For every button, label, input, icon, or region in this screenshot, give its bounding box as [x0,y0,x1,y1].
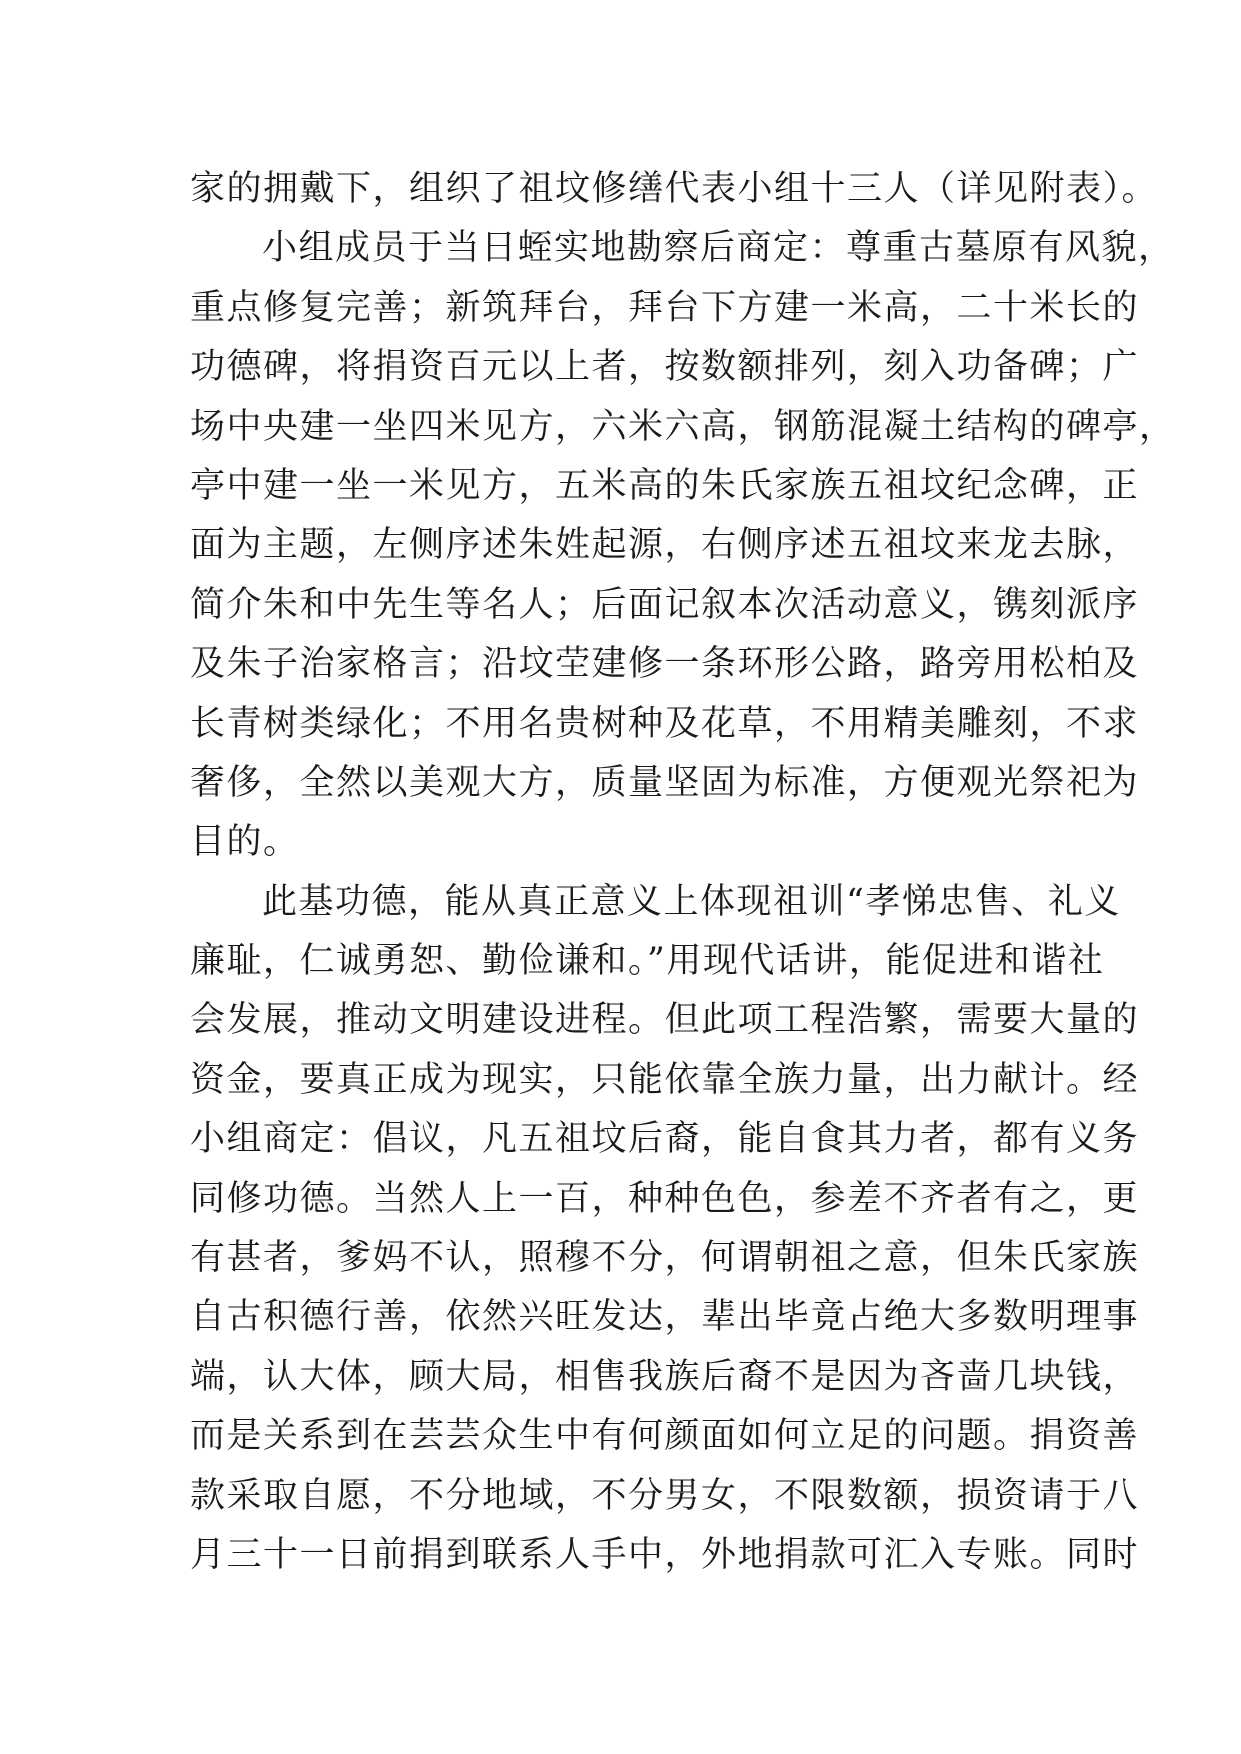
text-line: 资金，要真正成为现实，只能依靠全族力量，出力献计。经 [190,1059,1140,1100]
body-text [190,160,1176,1585]
text-line: 目的。 [190,822,300,863]
text-line: 月三十一日前捐到联系人手中，外地捐款可汇入专账。同时 [190,1534,1140,1575]
text-line: 端，认大体，顾大局，相售我族后裔不是因为吝啬几块钱， [190,1356,1140,1397]
text-line: 自古积德行善，依然兴旺发达，辈出毕竟占绝大多数明理事 [190,1297,1140,1338]
text-line: 小组成员于当日蛭实地勘察后商定：尊重古墓原有风貌， [262,228,1175,269]
text-line: 款采取自愿，不分地域，不分男女，不限数额，损资请于八 [190,1475,1140,1516]
text-line: 有甚者，爹妈不认，照穆不分，何谓朝祖之意，但朱氏家族 [190,1238,1140,1279]
text-line: 面为主题，左侧序述朱姓起源，右侧序述五祖坟来龙去脉， [190,525,1140,566]
text-line: 亭中建一坐一米见方，五米高的朱氏家族五祖坟纪念碑，正 [190,465,1140,506]
text-line: 功德碑，将捐资百元以上者，按数额排列，刻入功备碑；广 [190,347,1140,388]
text-line: 小组商定：倡议，凡五祖坟后裔，能自食其力者，都有义务 [190,1119,1140,1160]
text-line: 而是关系到在芸芸众生中有何颜面如何立足的问题。捐资善 [190,1416,1140,1457]
text-line: 简介朱和中先生等名人；后面记叙本次活动意义，镌刻派序 [190,584,1140,625]
text-line: 家的拥戴下，组织了祖坟修缮代表小组十三人（详见附表）。 [190,169,1159,209]
text-line: 场中央建一坐四米见方，六米六高，钢筋混凝土结构的碑亭， [190,406,1176,447]
text-line: 长青树类绿化；不用名贵树种及花草，不用精美雕刻，不求 [190,703,1140,744]
text-line: 廉耻，仁诚勇恕、勤俭谦和。”用现代话讲，能促进和谐社 [190,941,1105,982]
text-line: 会发展，推动文明建设进程。但此项工程浩繁，需要大量的 [190,1000,1140,1041]
text-line: 奢侈，全然以美观大方，质量坚固为标准，方便观光祭祀为 [190,762,1140,803]
text-line: 同修功德。当然人上一百，种种色色，参差不齐者有之，更 [190,1178,1140,1219]
text-line: 重点修复完善；新筑拜台，拜台下方建一米高，二十米长的 [190,287,1140,328]
text-line: 此基功德，能从真正意义上体现祖训“孝悌忠售、礼义 [262,881,1121,922]
text-line: 及朱子治家格言；沿坟茔建修一条环形公路，路旁用松柏及 [190,644,1140,685]
